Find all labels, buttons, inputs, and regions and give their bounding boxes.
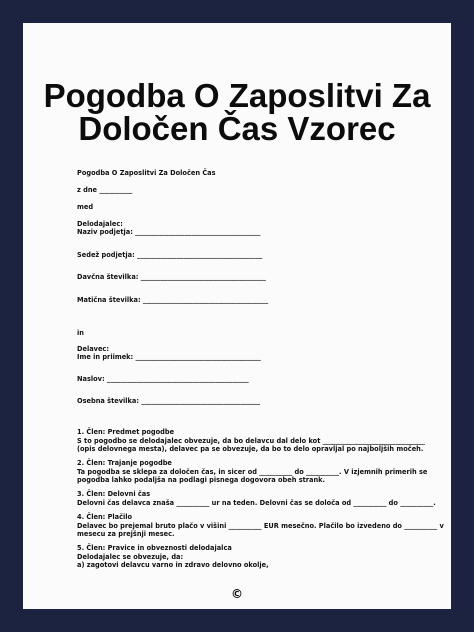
- company-name-field: Naziv podjetja: ______________________________________: [77, 228, 261, 236]
- section-title: 1. Člen: Predmet pogodbe: [77, 428, 175, 436]
- section-5: [77, 544, 432, 570]
- section-title: 4. Člen: Plačilo: [77, 513, 133, 521]
- document-heading: Pogodba O Zaposlitvi Za Določen Čas: [77, 169, 216, 177]
- section-line: Ta pogodba se sklepa za določen čas, in sicer od __________ do __________. V izjemnih primerih se: [77, 467, 428, 476]
- section-line: mesecu za prejšnji mesec.: [77, 530, 175, 539]
- section-2: [77, 459, 432, 485]
- section-line: Delavec bo prejemal bruto plačo v višini __________ EUR mesečno. Plačilo bo izvedeno do __________ v: [77, 521, 444, 530]
- section-3: [77, 490, 436, 507]
- employer-label: Delodajalec:: [77, 220, 123, 228]
- section-4: [77, 513, 444, 539]
- employee-name-field: Ime in priimek: ______________________________________: [77, 353, 261, 361]
- document-page: [23, 23, 451, 609]
- section-line: Delovni čas delavca znaša __________ ur na teden. Delovni čas se določa od __________ do __________.: [77, 498, 436, 507]
- section-1: [77, 428, 432, 454]
- and-word: in: [77, 329, 84, 337]
- employee-address-field: Naslov: ___________________________________________: [77, 375, 249, 383]
- employee-label: Delavec:: [77, 345, 109, 353]
- section-line: S to pogodbo se delodajalec obvezuje, da bo delavcu dal delo kot _______________________________: [77, 436, 425, 445]
- between-word: med: [77, 203, 94, 211]
- section-title: 2. Člen: Trajanje pogodbe: [77, 459, 172, 467]
- copyright-icon: ©: [231, 587, 243, 601]
- section-line: (opis delovnega mesta), delavec pa se obvezuje, da bo to delo opravljal po najboljših močeh.: [77, 445, 424, 454]
- page-title: Pogodba O Zaposlitvi Za Določen Čas Vzorec: [43, 77, 431, 147]
- section-title: 5. Člen: Pravice in obveznosti delodajalca: [77, 544, 232, 552]
- company-address-field: Sedež podjetja: ______________________________________: [77, 251, 263, 259]
- registration-number-field: Matična številka: ______________________________________: [77, 296, 269, 304]
- section-line: a) zagotovi delavcu varno in zdravo delovno okolje,: [77, 561, 269, 570]
- date-line: z dne __________: [77, 186, 133, 194]
- section-title: 3. Člen: Delovni čas: [77, 490, 151, 498]
- tax-number-field: Davčna številka: ______________________________________: [77, 273, 266, 281]
- personal-number-field: Osebna številka: ____________________________________: [77, 397, 260, 405]
- section-line: Delodajalec se obvezuje, da:: [77, 552, 184, 561]
- section-line: pogodba lahko podaljša na podlagi pisnega dogovora obeh strank.: [77, 476, 326, 485]
